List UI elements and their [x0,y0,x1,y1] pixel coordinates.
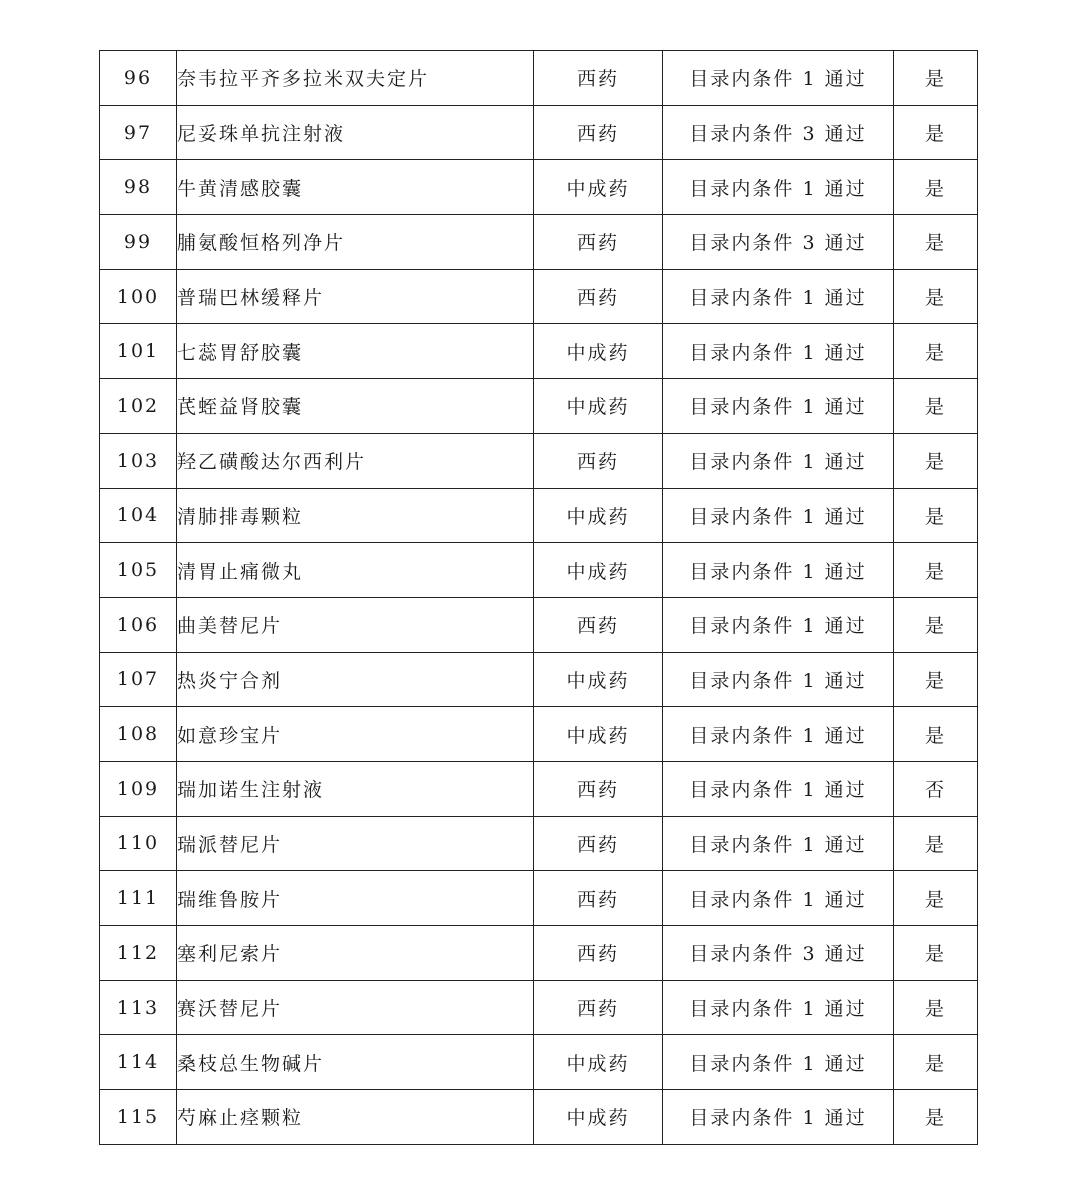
condition-result: 目录内条件 1 通过 [663,1035,894,1090]
drug-type: 中成药 [534,324,663,379]
row-number: 111 [100,871,177,926]
row-number: 105 [100,543,177,598]
drug-type: 西药 [534,761,663,816]
status-flag: 是 [894,1035,978,1090]
status-flag: 是 [894,105,978,160]
drug-type: 中成药 [534,160,663,215]
drug-type: 西药 [534,215,663,270]
status-flag: 是 [894,215,978,270]
row-number: 98 [100,160,177,215]
drug-name: 脯氨酸恒格列净片 [177,215,534,270]
drug-name: 普瑞巴林缓释片 [177,269,534,324]
condition-result: 目录内条件 1 通过 [663,1090,894,1145]
condition-result: 目录内条件 1 通过 [663,433,894,488]
row-number: 101 [100,324,177,379]
drug-type: 西药 [534,433,663,488]
drug-type: 中成药 [534,543,663,598]
condition-result: 目录内条件 1 通过 [663,707,894,762]
drug-type: 西药 [534,871,663,926]
drug-name: 赛沃替尼片 [177,980,534,1035]
condition-result: 目录内条件 3 通过 [663,105,894,160]
status-flag: 否 [894,761,978,816]
condition-result: 目录内条件 1 通过 [663,488,894,543]
status-flag: 是 [894,269,978,324]
drug-type: 中成药 [534,1035,663,1090]
table-row [100,1035,978,1090]
row-number: 96 [100,51,177,106]
drug-type: 中成药 [534,1090,663,1145]
table-row [100,105,978,160]
drug-name: 牛黄清感胶囊 [177,160,534,215]
table-row [100,1090,978,1145]
drug-type: 中成药 [534,707,663,762]
status-flag: 是 [894,379,978,434]
status-flag: 是 [894,160,978,215]
condition-result: 目录内条件 1 通过 [663,160,894,215]
drug-name: 羟乙磺酸达尔西利片 [177,433,534,488]
drug-name: 瑞派替尼片 [177,816,534,871]
drug-type: 西药 [534,269,663,324]
condition-result: 目录内条件 1 通过 [663,324,894,379]
drug-name: 尼妥珠单抗注射液 [177,105,534,160]
drug-type: 中成药 [534,652,663,707]
drug-type: 中成药 [534,379,663,434]
drug-type: 中成药 [534,488,663,543]
row-number: 115 [100,1090,177,1145]
drug-name: 如意珍宝片 [177,707,534,762]
status-flag: 是 [894,926,978,981]
condition-result: 目录内条件 1 通过 [663,269,894,324]
table-row [100,597,978,652]
table-row [100,433,978,488]
table-row [100,980,978,1035]
table-row [100,543,978,598]
row-number: 106 [100,597,177,652]
status-flag: 是 [894,1090,978,1145]
table-row [100,51,978,106]
row-number: 100 [100,269,177,324]
drug-name: 奈韦拉平齐多拉米双夫定片 [177,51,534,106]
drug-type: 西药 [534,926,663,981]
row-number: 113 [100,980,177,1035]
table-row [100,761,978,816]
status-flag: 是 [894,597,978,652]
condition-result: 目录内条件 1 通过 [663,980,894,1035]
row-number: 110 [100,816,177,871]
table-row [100,324,978,379]
table-row [100,269,978,324]
drug-name: 清胃止痛微丸 [177,543,534,598]
status-flag: 是 [894,980,978,1035]
row-number: 114 [100,1035,177,1090]
status-flag: 是 [894,816,978,871]
row-number: 102 [100,379,177,434]
table-row [100,215,978,270]
status-flag: 是 [894,324,978,379]
drug-name: 塞利尼索片 [177,926,534,981]
drug-name: 芪蛭益肾胶囊 [177,379,534,434]
status-flag: 是 [894,871,978,926]
row-number: 112 [100,926,177,981]
table-row [100,488,978,543]
row-number: 107 [100,652,177,707]
condition-result: 目录内条件 1 通过 [663,871,894,926]
drug-type: 西药 [534,980,663,1035]
row-number: 108 [100,707,177,762]
drug-list-table [99,50,978,1145]
drug-name: 芍麻止痉颗粒 [177,1090,534,1145]
condition-result: 目录内条件 1 通过 [663,816,894,871]
condition-result: 目录内条件 3 通过 [663,926,894,981]
condition-result: 目录内条件 1 通过 [663,652,894,707]
drug-name: 曲美替尼片 [177,597,534,652]
condition-result: 目录内条件 1 通过 [663,597,894,652]
row-number: 104 [100,488,177,543]
status-flag: 是 [894,543,978,598]
table-row [100,816,978,871]
table-row [100,652,978,707]
status-flag: 是 [894,707,978,762]
condition-result: 目录内条件 3 通过 [663,215,894,270]
status-flag: 是 [894,51,978,106]
drug-name: 七蕊胃舒胶囊 [177,324,534,379]
table-row [100,926,978,981]
drug-type: 西药 [534,597,663,652]
drug-type: 西药 [534,51,663,106]
drug-type: 西药 [534,105,663,160]
table-row [100,379,978,434]
table-body [100,51,978,1145]
drug-name: 热炎宁合剂 [177,652,534,707]
drug-name: 清肺排毒颗粒 [177,488,534,543]
status-flag: 是 [894,488,978,543]
table-row [100,160,978,215]
status-flag: 是 [894,652,978,707]
condition-result: 目录内条件 1 通过 [663,761,894,816]
row-number: 109 [100,761,177,816]
condition-result: 目录内条件 1 通过 [663,379,894,434]
row-number: 103 [100,433,177,488]
drug-name: 瑞维鲁胺片 [177,871,534,926]
row-number: 97 [100,105,177,160]
drug-name: 瑞加诺生注射液 [177,761,534,816]
drug-type: 西药 [534,816,663,871]
row-number: 99 [100,215,177,270]
status-flag: 是 [894,433,978,488]
condition-result: 目录内条件 1 通过 [663,51,894,106]
condition-result: 目录内条件 1 通过 [663,543,894,598]
table-row [100,871,978,926]
drug-name: 桑枝总生物碱片 [177,1035,534,1090]
table-row [100,707,978,762]
